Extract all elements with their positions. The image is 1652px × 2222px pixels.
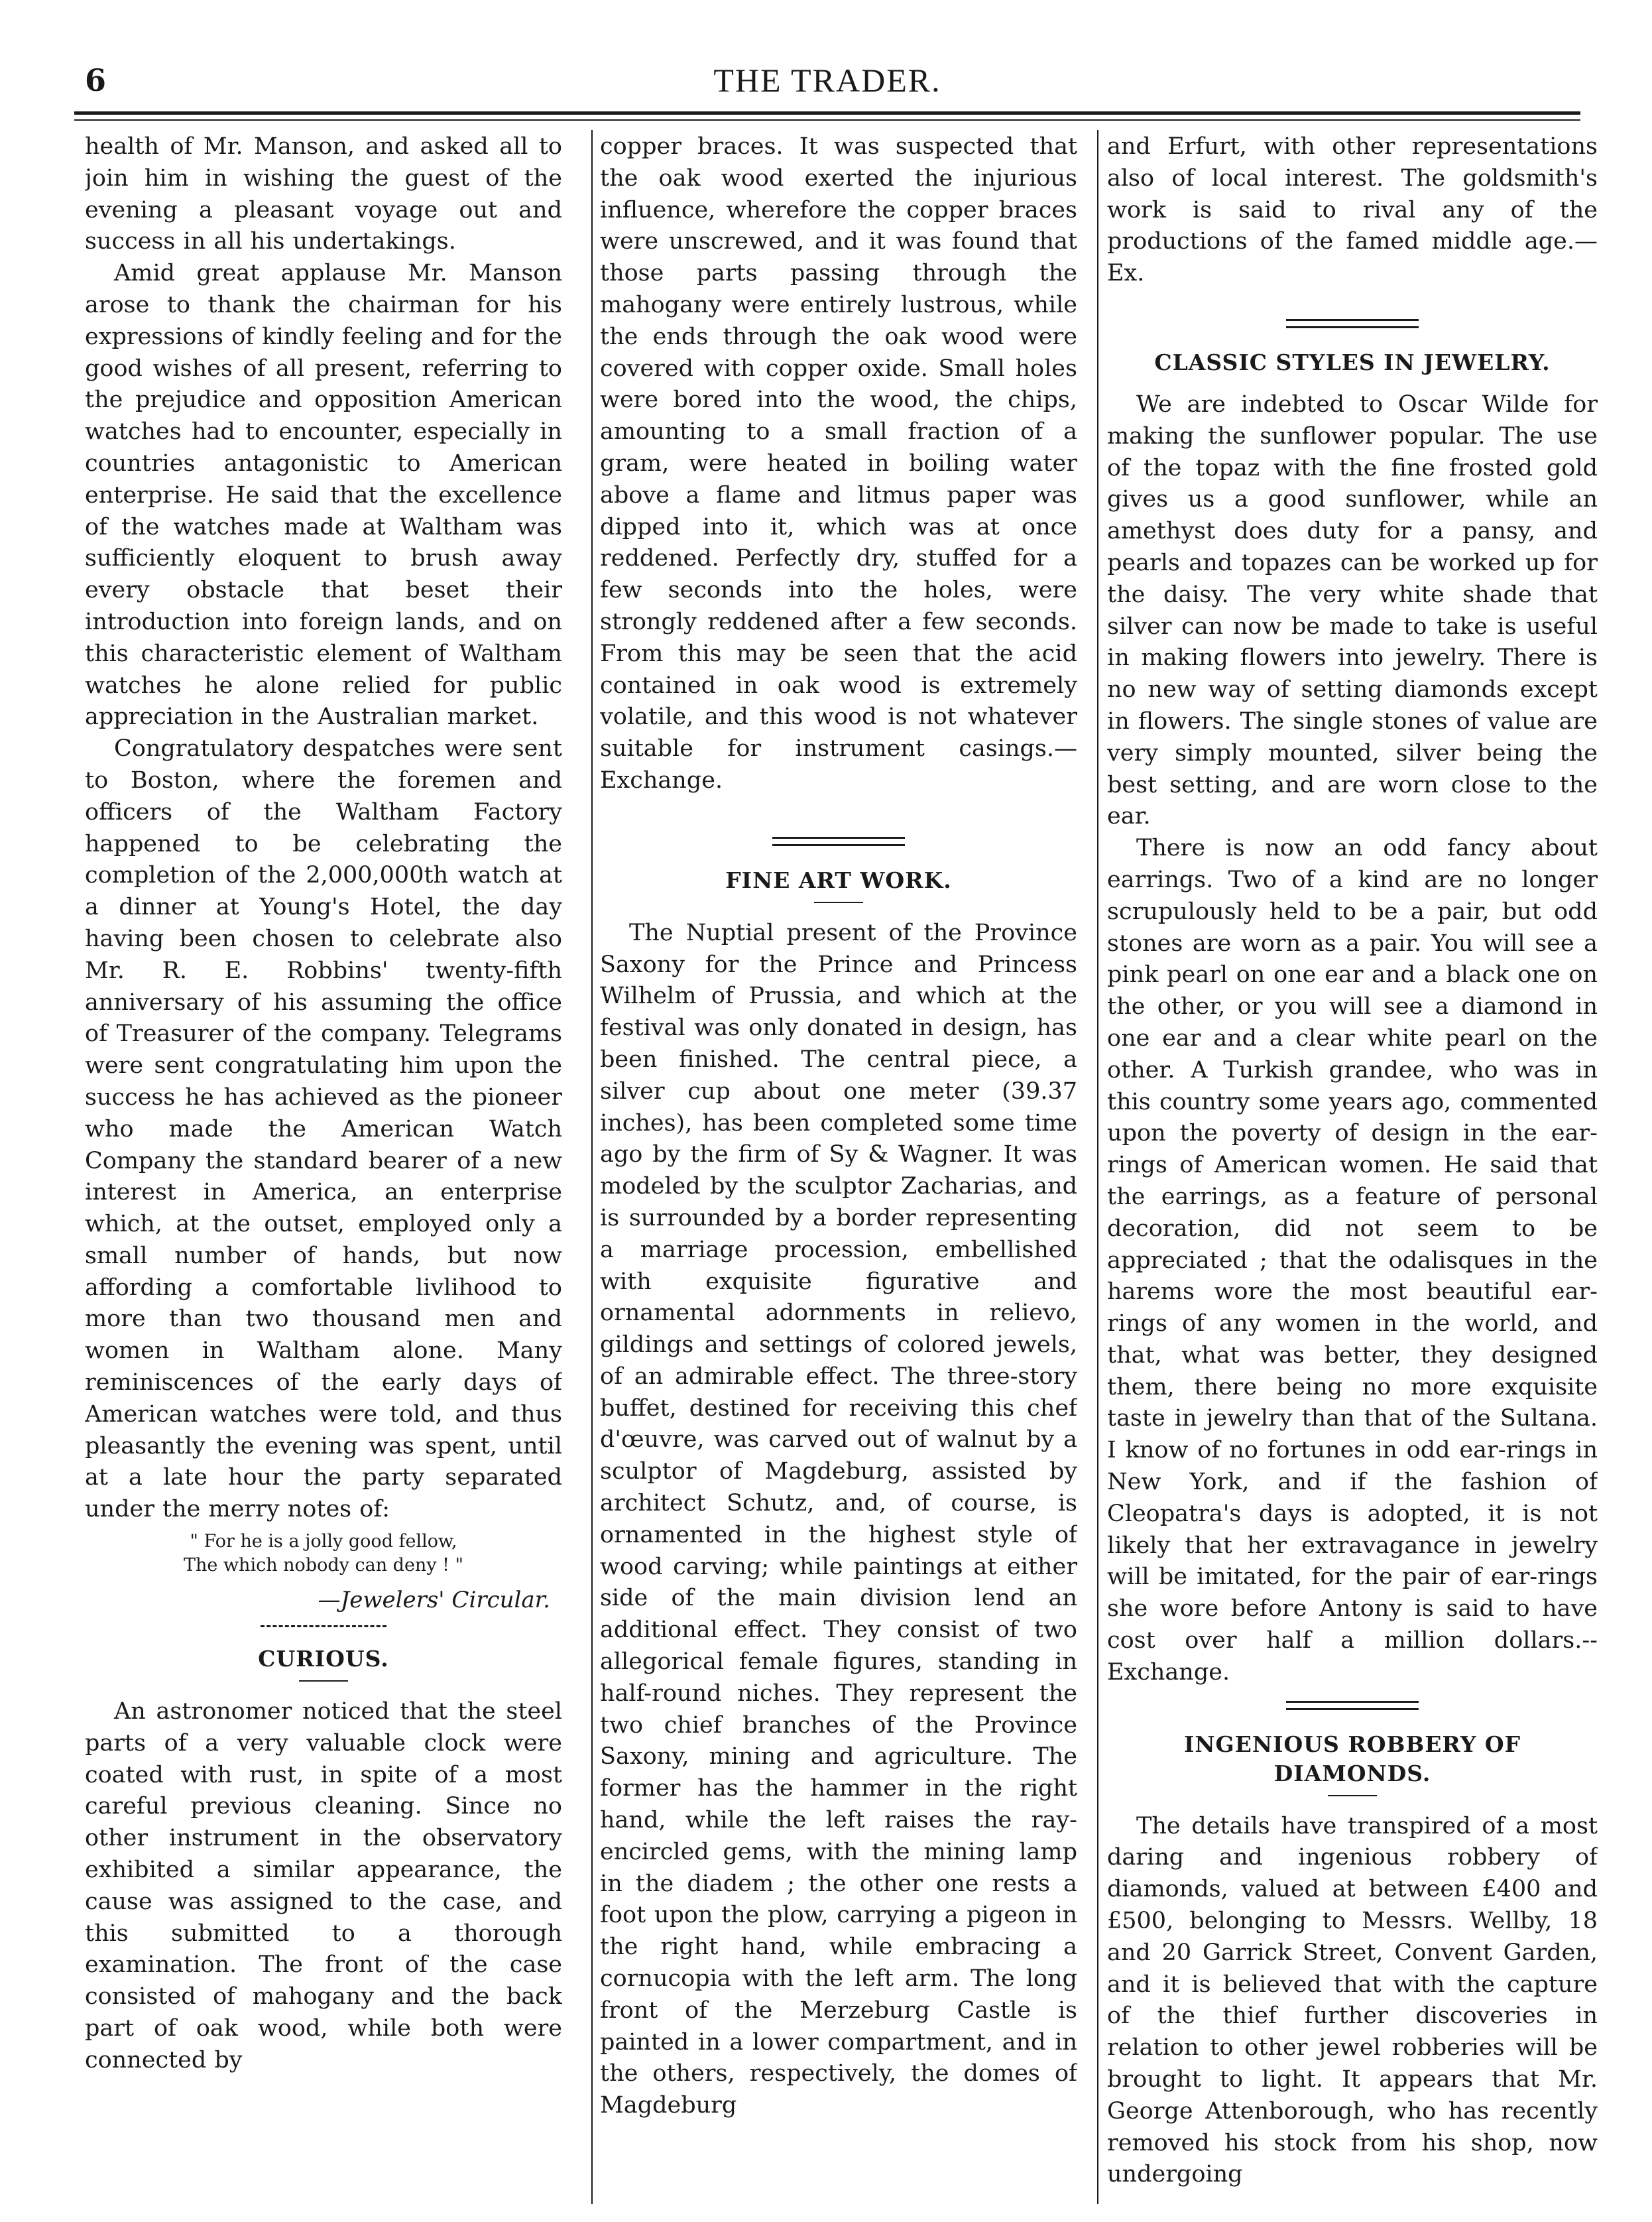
article-paragraph: Amid great applause Mr. Manson arose to thank the chairman for his expressions of kindly feeling and for the good wishes of all present, referring to the prejudice and opposition American watches had to encounter, especially in countries antagonistic to American enterprise. He said that the excellence of the watches made at Waltham was sufficiently eloquent to brush away every obstacle that beset their introduction into foreign lands, and on this characteristic element of Waltham watches he alone relied for public appreciation in the Australian market. xyxy=(85,260,562,731)
page-header xyxy=(74,61,1580,107)
column-right xyxy=(1107,131,1598,2200)
article-paragraph: There is now an odd fancy about earrings. Two of a kind are no longer scrupulously held to be a pair, but odd stones are worn as a pair. You will see a pink pearl on one ear and a black one on the other, or you will see a diamond in one ear and a clear white pearl on the other. A Turkish grandee, who was in this country some years ago, commented upon the poverty of design in the ear-rings of American women. He said that the earrings, as a feature of personal decoration, did not seem to be appreciated ; that the odalisques in the harems wore the most beautiful ear-rings of any women in the world, and that, what was better, they designed them, there being no more exquisite taste in jewelry than that of the Sultana. I know of no fortunes in odd ear-rings in New York, and if the fashion of Cleopatra's days is adopted, it is not likely that her extravagance in jewelry will be imitated, for the pair of ear-rings she wore before Antony is said to have cost over half a million dollars.--Exchange. xyxy=(1107,835,1598,1686)
title-underline xyxy=(1328,1795,1377,1796)
column-divider xyxy=(1097,130,1098,2204)
column-divider xyxy=(591,130,593,2204)
header-rule-thick xyxy=(74,111,1580,115)
article-paragraph: copper braces. It was suspected that the oak wood exerted the injurious influence, wherefore the copper braces were unscrewed, and it was found that those parts passing through the mahogany were entirely lustrous, while the ends through the oak wood were covered with copper oxide. Small holes were bored into the wood, the chips, amounting to a small fraction of a gram, were heated in boiling water above a flame and litmus paper was dipped into it, which was at once reddened. Perfectly dry, stuffed for a few seconds into the holes, were strongly reddened after a few seconds. From this may be seen that the acid contained in oak wood is extremely volatile, and this wood is not whatever suitable for instrument casings.—Exchange. xyxy=(600,133,1077,794)
article-paragraph: Congratulatory despatches were sent to Boston, where the foremen and officers of the Waltham Factory happened to be celebrating the completion of the 2,000,000th watch at a dinner at Young's Hotel, the day having been chosen to celebrate also Mr. R. E. Robbins' twenty-fifth anniversary of his assuming the office of Treasurer of the company. Telegrams were sent congratulating him upon the success he has achieved as the pioneer who made the American Watch Company the standard bearer of a new interest in America, an enterprise which, at the outset, employed only a small number of hands, but now affording a comfortable livlihood to more than two thousand men and women in Waltham alone. Many reminiscences of the early days of American watches were told, and thus pleasantly the evening was spent, until at a late hour the party separated under the merry notes of: xyxy=(85,735,562,1523)
section-title-robbery: INGENIOUS ROBBERY OF DIAMONDS. xyxy=(1183,1731,1521,1786)
column-left xyxy=(85,131,562,2200)
source-credit: —Jewelers' Circular. xyxy=(318,1587,550,1614)
header-rule-thin xyxy=(74,119,1580,121)
article-separator xyxy=(1286,1701,1419,1710)
article-separator xyxy=(772,837,905,846)
article-paragraph: We are indebted to Oscar Wilde for making the sunflower popular. The use of the topaz with the fine frosted gold gives us a good sunflower, while an amethyst does duty for a pansy, and pearls and topazes can be worked up for the daisy. The very white shade that silver can now be made to take is useful in making flowers into jewelry. There is no new way of setting diamonds except in flowers. The single stones of value are very simply mounted, silver being the best setting, and are worn close to the ear. xyxy=(1107,391,1598,830)
article-paragraph: The details have transpired of a most daring and ingenious robbery of diamonds, valued at between £400 and £500, belonging to Messrs. Wellby, 18 and 20 Garrick Street, Convent Garden, and it is believed that with the capture of the thief further discoveries in relation to other jewel robberies will be brought to light. It appears that Mr. George Attenborough, who has recently removed his stock from his shop, now undergoing xyxy=(1107,1812,1598,2188)
column-middle xyxy=(600,131,1077,2200)
verse-line: " For he is a jolly good fellow, xyxy=(190,1531,457,1552)
verse-quote xyxy=(85,1530,562,1577)
article-separator xyxy=(1286,319,1419,328)
section-title-curious: CURIOUS. xyxy=(258,1646,389,1672)
section-title-classic-styles: CLASSIC STYLES IN JEWELRY. xyxy=(1154,349,1551,375)
article-paragraph: An astronomer noticed that the steel parts of a very valuable clock were coated with rust, in spite of a most careful previous cleaning. Since no other instrument in the observatory exhibited a similar appearance, the cause was assigned to the case, and this submitted to a thorough examination. The front of the case consisted of mahogany and the back part of oak wood, while both were connected by xyxy=(85,1698,562,2073)
title-underline xyxy=(299,1680,348,1682)
page-number: 6 xyxy=(85,62,107,98)
section-title-fine-art: FINE ART WORK. xyxy=(725,867,952,893)
title-underline xyxy=(814,902,863,903)
article-paragraph: and Erfurt, with other representations also of local interest. The goldsmith's work is said to rival any of the productions of the famed middle age.—Ex. xyxy=(1107,133,1598,287)
article-paragraph: health of Mr. Manson, and asked all to join him in wishing the guest of the evening a pleasant voyage out and success in all his undertakings. xyxy=(85,133,562,255)
verse-line: The which nobody can deny ! " xyxy=(183,1555,464,1576)
masthead-title: THE TRADER. xyxy=(713,62,941,99)
article-paragraph: The Nuptial present of the Province Saxony for the Prince and Princess Wilhelm of Prussia, and which at the festival was only donated in design, has been finished. The central piece, a silver cup about one meter (39.37 inches), has been completed some time ago by the firm of Sy & Wagner. It was modeled by the sculptor Zacharias, and is surrounded by a border representing a marriage procession, embellished with exquisite figurative and ornamental adornments in relievo, gildings and settings of colored jewels, of an admirable effect. The three-story buffet, destined for receiving this chef d'œuvre, was carved out of walnut by a sculptor of Magdeburg, assisted by architect Schutz, and, of course, is ornamented in the highest style of wood carving; while paintings at either side of the main division lend an additional effect. They consist of two allegorical female figures, standing in half-round niches. They represent the two chief branches of the Province Saxony, mining and agriculture. The former has the hammer in the right hand, while the left raises the ray-encircled gems, with the mining lamp in the diadem ; the other one rests a foot upon the plow, carrying a pigeon in the right hand, while embracing a cornucopia with the left arm. The long front of the Merzeburg Castle is painted in a lower compartment, and in the others, respectively, the domes of Magdeburg xyxy=(600,919,1077,2119)
